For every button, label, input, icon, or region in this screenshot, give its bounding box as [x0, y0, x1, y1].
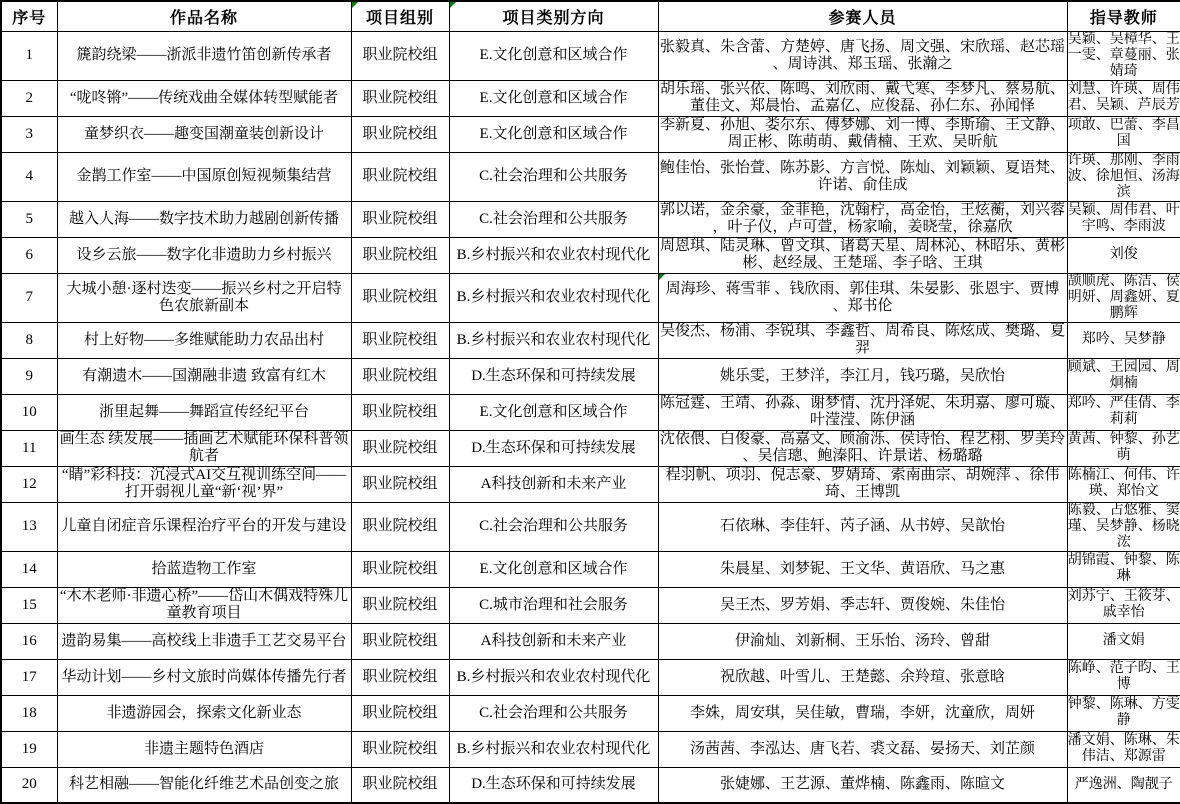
table-row	[1, 358, 1180, 394]
table-row	[1, 80, 1180, 116]
cell-participants[interactable]: 鲍佳怡、张怡萱、陈苏影、方言悦、陈灿、刘颖颖、夏语梵、许诺、俞佳成	[658, 152, 1067, 201]
cell-project-title[interactable]: 儿童自闭症音乐课程治疗平台的开发与建设	[57, 502, 351, 551]
cell-advisors[interactable]: 颉顺虎、陈洁、侯明妍、周鑫妍、夏鹏辉	[1067, 273, 1180, 321]
table-row	[1, 623, 1180, 659]
cell-participants[interactable]: 胡乐瑶、张兴依、陈鸣、刘欣雨、戴弋寒、李梦凡、蔡易航、董佳文、郑晨怡、孟嘉亿、应俊磊、孙仁东、孙闻怿	[659, 81, 1065, 114]
cell-serial-number[interactable]: 17	[1, 659, 57, 695]
cell-advisors[interactable]: 黄茜、钟黎、孙艺萌	[1067, 430, 1180, 466]
cell-participants[interactable]: 吴王杰、罗芳娟、季志轩、贾俊婉、朱佳怡	[658, 587, 1067, 623]
cell-serial-number[interactable]: 3	[1, 116, 57, 152]
table-row	[1, 659, 1180, 695]
cell-project-group[interactable]: 职业院校组	[351, 767, 449, 803]
cell-project-group[interactable]: 职业院校组	[351, 659, 449, 695]
cell-project-group[interactable]: 职业院校组	[351, 116, 449, 152]
cell-project-category[interactable]: C.社会治理和公共服务	[449, 502, 658, 551]
cell-project-title[interactable]: “睛”彩科技：沉浸式AI交互视训练空间——打开弱视儿童“新‘视’界”	[57, 466, 351, 502]
cell-participants[interactable]: 吴俊杰、杨浦、李锐琪、李鑫哲、周希良、陈炫成、樊璐、夏羿	[659, 323, 1065, 356]
cell-project-category[interactable]: C.社会治理和公共服务	[449, 201, 658, 237]
cell-project-title[interactable]: 非遗主题特色酒店	[57, 731, 351, 767]
error-flag-icon	[352, 2, 358, 8]
cell-serial-number[interactable]: 20	[1, 767, 57, 803]
error-flag-icon	[659, 274, 665, 280]
cell-serial-number[interactable]: 13	[1, 502, 57, 551]
cell-advisors[interactable]: 胡锦霞、钟黎、陈琳	[1067, 551, 1180, 587]
table-row	[1, 394, 1180, 430]
cell-project-category[interactable]: E.文化创意和区域合作	[449, 116, 658, 152]
table-row	[1, 587, 1180, 623]
cell-serial-number[interactable]: 15	[1, 587, 57, 623]
column-header-no[interactable]: 序号	[1, 1, 57, 31]
table-row	[1, 430, 1180, 466]
cell-participants[interactable]: 张婕娜、王艺源、董烨楠、陈鑫雨、陈暄文	[658, 767, 1067, 803]
cell-project-group[interactable]: 职业院校组	[351, 430, 449, 466]
cell-project-category[interactable]: A科技创新和未来产业	[449, 623, 658, 659]
cell-project-group[interactable]: 职业院校组	[351, 273, 449, 322]
cell-serial-number[interactable]: 18	[1, 695, 57, 731]
cell-advisors[interactable]: 刘俊	[1067, 237, 1180, 273]
cell-participants[interactable]: 伊渝灿、刘新桐、王乐怡、汤玲、曾甜	[658, 623, 1067, 659]
cell-project-title[interactable]: 越入人海——数字技术助力越剧创新传播	[57, 201, 351, 237]
table-row	[1, 731, 1180, 767]
cell-serial-number[interactable]: 12	[1, 466, 57, 502]
column-header-members[interactable]: 参赛人员	[658, 1, 1067, 31]
column-header-teachers[interactable]: 指导教师	[1067, 1, 1180, 31]
cell-project-category[interactable]: B.乡村振兴和农业农村现代化	[449, 731, 658, 767]
cell-serial-number[interactable]: 14	[1, 551, 57, 587]
cell-project-title[interactable]: 村上好物——多维赋能助力农品出村	[57, 322, 351, 358]
cell-project-group[interactable]: 职业院校组	[351, 466, 449, 502]
cell-participants[interactable]: 沈依偎、白俊豪、高嘉文、顾渝泺、侯诗怡、程艺栩、罗美玲、吴信璁、鲍溱阳、许景诺、杨璐璐	[659, 431, 1065, 464]
cell-project-category[interactable]: D.生态环保和可持续发展	[449, 358, 658, 394]
cell-project-category[interactable]: D.生态环保和可持续发展	[449, 767, 658, 803]
cell-advisors[interactable]: 严逸洲、陶靓子	[1067, 767, 1180, 803]
table-row	[1, 551, 1180, 587]
column-header-group[interactable]: 项目组别	[351, 1, 449, 31]
table-body	[1, 31, 1180, 803]
cell-participants[interactable]: 周恩琪、陆灵琳、曾文琪、诸葛天星、周林沁、林昭乐、黄彬彬、赵经晟、王楚瑶、李子晗、王琪	[659, 238, 1065, 271]
cell-project-category[interactable]: B.乡村振兴和农业农村现代化	[449, 273, 658, 322]
cell-participants[interactable]: 朱晨星、刘梦铌、王文华、黄语欣、马之惠	[658, 551, 1067, 587]
cell-serial-number[interactable]: 6	[1, 237, 57, 273]
cell-project-title[interactable]: 遗韵易集——高校线上非遗手工艺交易平台	[57, 623, 351, 659]
cell-project-title[interactable]: 画生态 续发展——插画艺术赋能环保科普领航者	[57, 430, 351, 466]
cell-advisors[interactable]: 项敢、巴蕾、李昌国	[1067, 116, 1180, 152]
cell-serial-number[interactable]: 8	[1, 322, 57, 358]
cell-project-category[interactable]: E.文化创意和区域合作	[449, 31, 658, 80]
cell-project-group[interactable]: 职业院校组	[351, 322, 449, 358]
cell-participants[interactable]: 祝欣越、叶雪儿、王楚懿、余羚瑄、张意晗	[658, 659, 1067, 695]
cell-project-group[interactable]: 职业院校组	[351, 623, 449, 659]
table-row	[1, 502, 1180, 551]
cell-project-group[interactable]: 职业院校组	[351, 201, 449, 237]
cell-advisors[interactable]: 钟黎、陈琳、方雯静	[1067, 695, 1180, 731]
cell-participants[interactable]: 姚乐雯，王梦洋，李江月，钱巧璐，吴欣怡	[658, 358, 1067, 394]
table-row	[1, 322, 1180, 358]
cell-serial-number[interactable]: 19	[1, 731, 57, 767]
cell-project-category[interactable]: C.社会治理和公共服务	[449, 695, 658, 731]
cell-advisors[interactable]: 郑吟、严佳倩、李莉莉	[1067, 394, 1180, 430]
column-header-category[interactable]: 项目类别方向	[449, 1, 658, 31]
cell-project-category[interactable]: E.文化创意和区域合作	[449, 80, 658, 116]
cell-advisors[interactable]: 潘文娟、陈琳、朱伟洁、郑源雷	[1067, 731, 1180, 767]
cell-serial-number[interactable]: 5	[1, 201, 57, 237]
cell-project-group[interactable]: 职业院校组	[351, 551, 449, 587]
cell-project-title[interactable]: “木木老师·非遗心桥”——岱山木偶戏特殊儿童教育项目	[57, 587, 351, 623]
cell-advisors[interactable]: 陈峥、范子昀、王博	[1067, 659, 1180, 695]
table-row	[1, 273, 1180, 322]
cell-project-category[interactable]: B.乡村振兴和农业农村现代化	[449, 322, 658, 358]
table-row	[1, 116, 1180, 152]
table-row	[1, 201, 1180, 237]
cell-serial-number[interactable]: 10	[1, 394, 57, 430]
cell-project-group[interactable]: 职业院校组	[351, 502, 449, 551]
cell-participants[interactable]: 石依琳、李佳轩、芮子涵、从书婷、吴歆怡	[658, 502, 1067, 551]
cell-serial-number[interactable]: 1	[1, 31, 57, 80]
table-row	[1, 767, 1180, 803]
cell-serial-number[interactable]: 7	[1, 273, 57, 322]
cell-project-category[interactable]: B.乡村振兴和农业农村现代化	[449, 237, 658, 273]
cell-project-title[interactable]: 大城小憩·逐村迭变——振兴乡村之开启特色农旅新副本	[57, 273, 351, 322]
cell-project-group[interactable]: 职业院校组	[351, 80, 449, 116]
cell-serial-number[interactable]: 2	[1, 80, 57, 116]
cell-project-group[interactable]: 职业院校组	[351, 394, 449, 430]
cell-project-group[interactable]: 职业院校组	[351, 695, 449, 731]
cell-participants[interactable]: 张毅真、朱含蕾、方楚婷、唐飞扬、周文强、宋欣瑶、赵芯瑶、周诗淇、郑玉瑶、张瀚之	[658, 31, 1067, 80]
cell-project-title[interactable]: 华动计划——乡村文旅时尚媒体传播先行者	[57, 659, 351, 695]
error-flag-icon	[450, 2, 456, 8]
header-row	[1, 1, 1180, 31]
cell-serial-number[interactable]: 9	[1, 358, 57, 394]
cell-serial-number[interactable]: 11	[1, 430, 57, 466]
cell-project-title[interactable]: 浙里起舞——舞蹈宣传经纪平台	[57, 394, 351, 430]
cell-participants[interactable]: 李新夏、孙旭、娄尔东、傅梦娜、刘一博、李斯瑜、王文静、周正彬、陈萌萌、戴倩楠、王欢、吴昕航	[659, 117, 1065, 150]
cell-project-category[interactable]: D.生态环保和可持续发展	[449, 430, 658, 466]
cell-project-title[interactable]: 科艺相融——智能化纤维艺术品创变之旅	[57, 767, 351, 803]
cell-participants[interactable]: 程羽帆、项羽、倪志豪、罗婧琦、索南曲宗、胡婉萍 、徐伟琦、王博凯	[658, 466, 1067, 502]
cell-advisors[interactable]: 陈毅、占悠雅、窦瑾、吴梦静、杨晓浤	[1067, 502, 1180, 550]
cell-project-group[interactable]: 职业院校组	[351, 237, 449, 273]
cell-participants[interactable]: 汤茜茜、李泓达、唐飞若、裘文磊、晏扬天、刘芷颜	[658, 731, 1067, 767]
cell-advisors[interactable]: 郑吟、吴梦静	[1067, 322, 1180, 358]
cell-project-group[interactable]: 职业院校组	[351, 152, 449, 201]
table-row	[1, 31, 1180, 80]
cell-project-title[interactable]: 设乡云旅——数字化非遗助力乡村振兴	[57, 237, 351, 273]
cell-project-title[interactable]: 童梦织衣——趣变国潮童装创新设计	[57, 116, 351, 152]
table-row	[1, 152, 1180, 201]
cell-advisors[interactable]: 许瑛、那刚、李雨波、徐旭恒、汤海滨	[1067, 152, 1180, 200]
cell-project-category[interactable]: B.乡村振兴和农业农村现代化	[449, 659, 658, 695]
cell-project-category[interactable]: E.文化创意和区域合作	[449, 551, 658, 587]
table-row	[1, 466, 1180, 502]
cell-serial-number[interactable]: 4	[1, 152, 57, 201]
cell-advisors[interactable]: 陈楠江、何伟、许瑛、郑怡文	[1067, 466, 1180, 502]
cell-project-group[interactable]: 职业院校组	[351, 731, 449, 767]
cell-advisors[interactable]: 顾斌、王园园、周炯楠	[1067, 358, 1180, 394]
cell-participants[interactable]: 李姝，周安琪，吴佳敏，曹瑞，李妍，沈童欣，周妍	[658, 695, 1067, 731]
cell-project-title[interactable]: 有潮遗木——国潮融非遗 致富有红木	[57, 358, 351, 394]
cell-advisors[interactable]: 吴颖、吴樟华、王一雯、章蔓丽、张婧琦	[1067, 31, 1180, 79]
cell-project-title[interactable]: “咙咚锵”——传统戏曲全媒体转型赋能者	[57, 80, 351, 116]
cell-project-category[interactable]: C.社会治理和公共服务	[449, 152, 658, 201]
cell-serial-number[interactable]: 16	[1, 623, 57, 659]
cell-project-group[interactable]: 职业院校组	[351, 31, 449, 80]
cell-project-category[interactable]: A科技创新和未来产业	[449, 466, 658, 502]
table-row	[1, 695, 1180, 731]
cell-project-category[interactable]: E.文化创意和区域合作	[449, 394, 658, 430]
table-row	[1, 237, 1180, 273]
cell-advisors[interactable]: 刘苏宁、王筱芽、戚幸怡	[1067, 587, 1180, 623]
cell-project-group[interactable]: 职业院校组	[351, 587, 449, 623]
cell-advisors[interactable]: 刘慧、许瑛、周伟君、吴颖、芦辰芳	[1067, 80, 1180, 116]
cell-advisors[interactable]: 潘文娟	[1067, 623, 1180, 659]
column-header-title[interactable]: 作品名称	[57, 1, 351, 31]
cell-project-title[interactable]: 篪韵绕梁——浙派非遗竹笛创新传承者	[57, 31, 351, 80]
cell-project-category[interactable]: C.城市治理和社会服务	[449, 587, 658, 623]
table-header	[1, 1, 1180, 31]
cell-project-title[interactable]: 非遗游园会，探索文化新业态	[57, 695, 351, 731]
cell-project-title[interactable]: 金鹊工作室——中国原创短视频集结营	[57, 152, 351, 201]
cell-participants[interactable]: 郭以诺，金余豪，金菲艳，沈翰柠，高金怡，王炫蘅，刘兴蓉，叶子仪，卢可萱，杨家喻，姜晓莹，徐嘉欣	[659, 202, 1065, 235]
cell-project-group[interactable]: 职业院校组	[351, 358, 449, 394]
cell-project-title[interactable]: 拾蓝造物工作室	[57, 551, 351, 587]
cell-participants[interactable]: 陈冠霆、王靖、孙淼、谢梦情、沈丹泽妮、朱玥嘉、廖可璇、叶滢滢、陈伊涵	[659, 395, 1065, 428]
cell-advisors[interactable]: 吴颖、周伟君、叶宇鸣、李雨波	[1067, 201, 1180, 237]
cell-participants[interactable]: 周海珍、蒋雪菲 、钱欣雨、郭佳琪、朱晏影、张恩宇、贾博、郑书伦	[658, 273, 1067, 322]
